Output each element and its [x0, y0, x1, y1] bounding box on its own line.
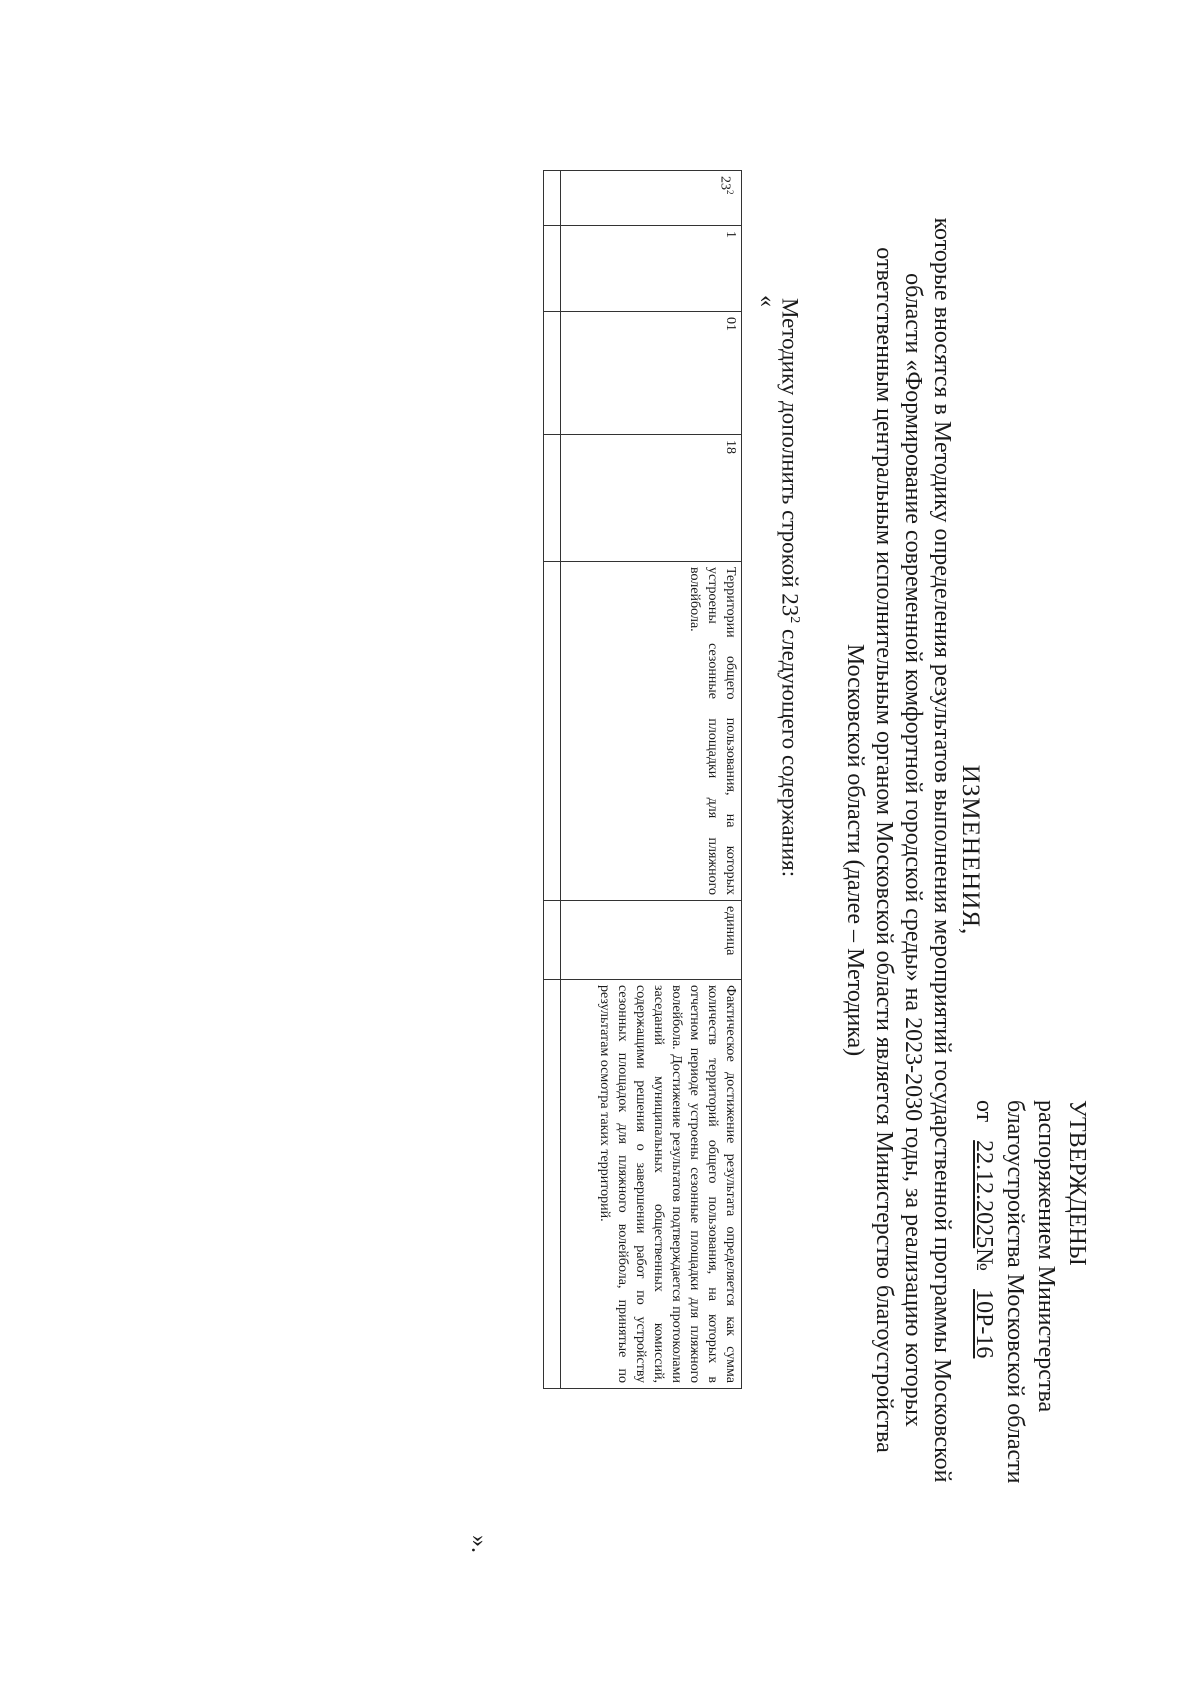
title-heading: ИЗМЕНЕНИЯ, — [957, 764, 984, 936]
cell-unit: единица — [561, 901, 742, 980]
approval-ministry: благоустройства Московской области — [1002, 1100, 1028, 1484]
cell-col-b: 01 — [561, 312, 742, 435]
lead-text-after: следующего содержания: — [777, 623, 803, 878]
table-row — [544, 171, 561, 1389]
table-row — [561, 171, 742, 1389]
cell-col-c: 18 — [561, 435, 742, 562]
title-line-4: Московской области (далее – Методика) — [842, 643, 868, 1057]
cell-result-name: Территории общего пользования, на которых устроены сезонные площадки для пляжного волейбола. — [561, 562, 742, 901]
empty-cell — [544, 435, 561, 562]
open-quote: « — [754, 295, 780, 307]
number-prefix: № — [971, 1248, 997, 1272]
date-prefix: от — [971, 1100, 997, 1123]
approval-date: 22.12.2025 — [971, 1140, 997, 1249]
lead-paragraph — [775, 298, 808, 877]
lead-text-before: Методику дополнить строкой 23 — [777, 298, 803, 617]
title-line-3: ответственным центральным исполнительным органом Московской области является Министерство благоустройства — [871, 247, 897, 1453]
approval-issuer: распоряжением Министерства — [1033, 1100, 1059, 1413]
approval-block — [968, 1100, 1092, 1530]
approval-number: 10Р-16 — [971, 1289, 997, 1359]
cell-col-a: 1 — [561, 226, 742, 312]
title-line-1: которые вносятся в Методику определения результатов выполнения мероприятий государственной программы Московской — [929, 217, 955, 1483]
document-title — [840, 150, 985, 1550]
approval-title: УТВЕРЖДЕНЫ — [1064, 1100, 1090, 1266]
empty-cell — [544, 226, 561, 312]
title-line-2: области «Формирование современной комфортной городской среды» на 2023-2030 годы, за реализацию которых — [900, 273, 926, 1427]
empty-cell — [544, 980, 561, 1389]
cell-row-number: $23^2$ — [561, 171, 742, 226]
empty-cell — [544, 901, 561, 980]
empty-cell — [544, 171, 561, 226]
cell-description: Фактическое достижение результата определяется как сумма количеств территорий общего пользования, на которых в отчетном периоде устроены сезонные площадки для пляжного волейбола. Достижение результатов подтверждается протоколами заседаний муниципальных общественных комиссий, содержащими решения о завершении работ по устройству сезонных площадок для пляжного волейбола, принятые по результатам осмотра таких территорий. — [561, 980, 742, 1389]
close-quote: ». — [466, 1535, 492, 1553]
amendment-table — [543, 170, 742, 1389]
empty-cell — [544, 312, 561, 435]
lead-superscript: 2 — [787, 616, 802, 624]
empty-cell — [544, 562, 561, 901]
